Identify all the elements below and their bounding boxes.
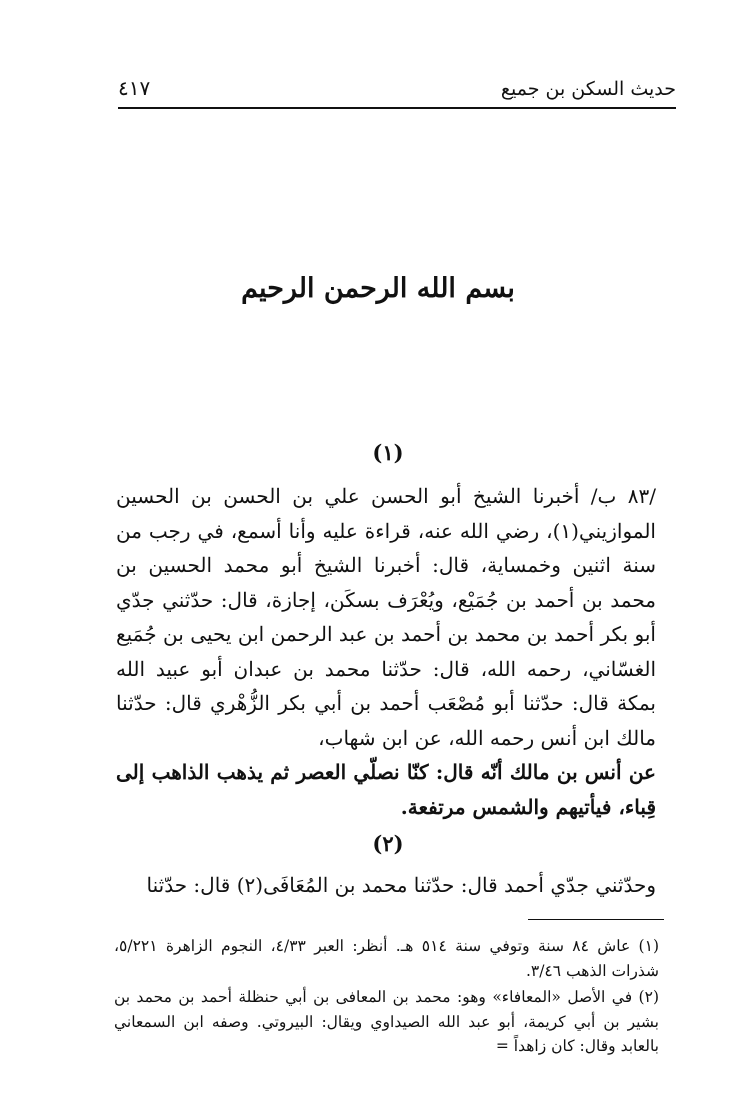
hadith-number-2: (٢) <box>372 831 404 856</box>
hadith-1-text <box>116 479 656 824</box>
footnote-1: (١) عاش ٨٤ سنة وتوفي سنة ٥١٤ هـ. أنظر: العبر ٤/٣٣، النجوم الزاهرة ٥/٢٢١، شذرات الذهب ٣/٤٦. <box>114 937 659 980</box>
hadith-number-1: (١) <box>372 440 404 465</box>
footnote-rule <box>528 919 664 920</box>
footnote-2: (٢) في الأصل «المعافاء» وهو: محمد بن المعافى بن أبي حنظلة أحمد بن محمد بن بشير بن أبي كريمة، أبو عبد الله الصيداوي ويقال: البيروتي. وصفه ابن السمعاني بالعابد وقال: كان زاهداً = <box>114 988 659 1055</box>
basmala-heading: بسم الله الرحمن الرحيم <box>241 273 515 304</box>
running-header <box>118 72 676 108</box>
footnotes <box>114 934 659 1061</box>
hadith-1-matn: عن أنس بن مالك أنّه قال: كنّا نصلّي العصر ثم يذهب الذاهب إلى قِباء، فيأتيهم والشمس مرتفعة. <box>116 760 656 819</box>
header-rule <box>118 107 676 109</box>
hadith-2-text <box>116 868 656 903</box>
hadith-2-isnad: وحدّثني جدّي أحمد قال: حدّثنا محمد بن المُعَافَى(٢) قال: حدّثنا <box>146 873 656 897</box>
hadith-1-isnad: /٨٣ ب/ أخبرنا الشيخ أبو الحسن علي بن الحسن بن الحسين الموازيني(١)، رضي الله عنه، قراءة عليه وأنا أسمع، في رجب من سنة اثنين وخمساية، قال: أخبرنا الشيخ أبو محمد الحسين بن محمد بن أحمد بن جُمَيْع، ويُعْرَف بسكَن، إجازة، قال: حدّثني جدّي أبو بكر أحمد بن محمد بن أحمد بن عبد الرحمن ابن يحيى بن جُمَيع الغسّاني، رحمه الله، قال: حدّثنا محمد بن عبدان أبو عبيد الله بمكة قال: حدّثنا أبو مُصْعَب أحمد بن أبي بكر الزُّهْري قال: حدّثنا مالك ابن أنس رحمه الله، عن ابن شهاب، <box>116 484 657 750</box>
page-number: ٤١٧ <box>118 76 151 100</box>
running-title: حديث السكن بن جميع <box>500 78 676 100</box>
